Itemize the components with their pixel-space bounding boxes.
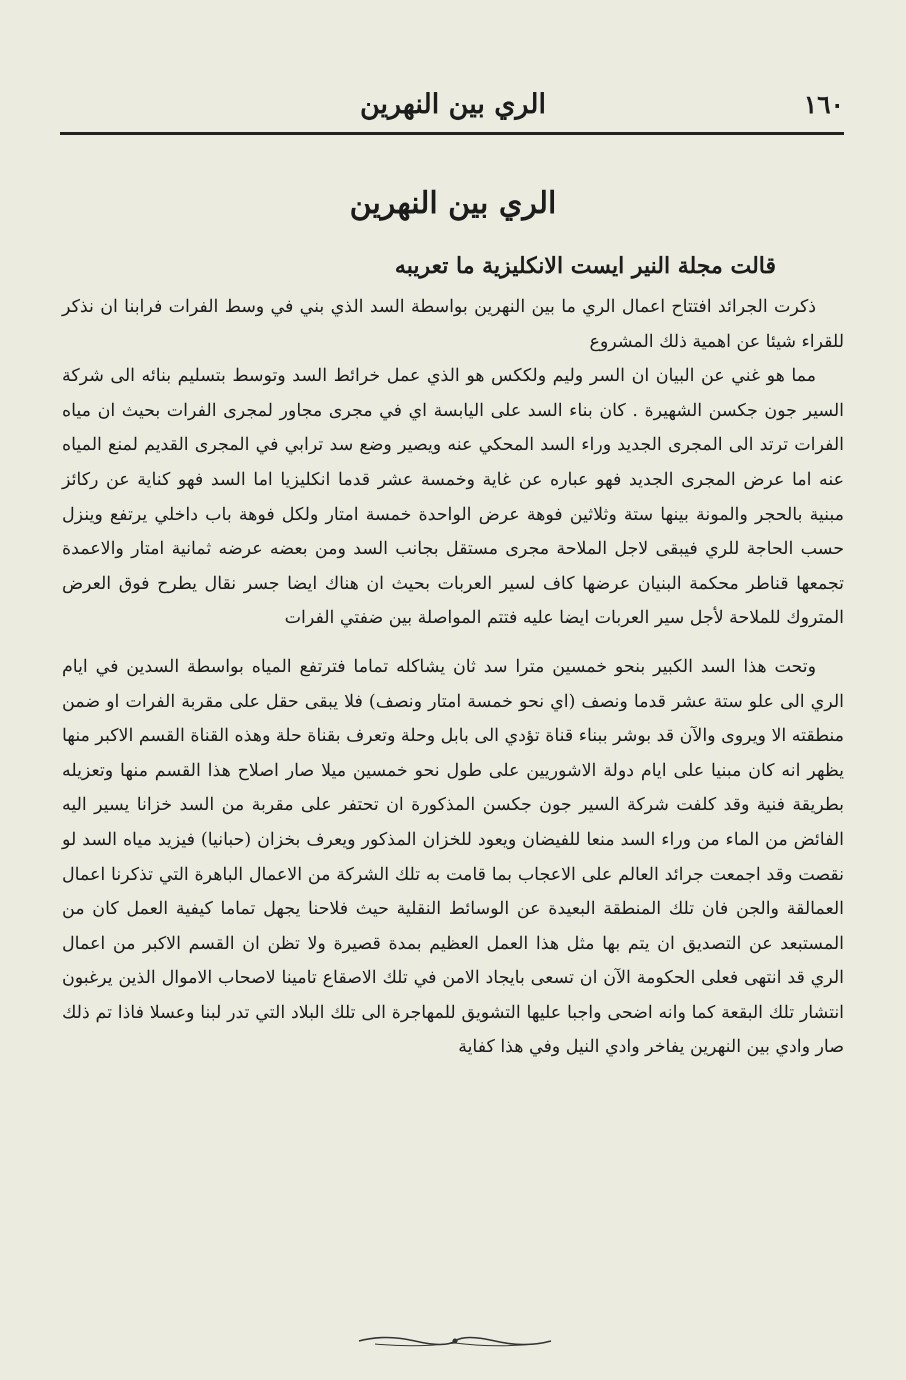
ornament-divider [355,1330,555,1352]
article-title: الري بين النهرين [349,186,557,221]
article-subtitle: قالت مجلة النير ايست الانكليزية ما تعريبه [394,253,776,279]
running-head [62,84,844,124]
paragraph: وتحت هذا السد الكبير بنحو خمسين مترا سد ثان يشاكله تماما فترتفع المياه بواسطة السدين في ايام الري الى علو ستة عشر قدما ونصف (اي نحو خمسة امتار ونصف) فلا يبقى حقل على مقربة الفرات او ضمن منطقته الا ويروى والآن قد بوشر ببناء قناة تؤدي الى بابل وحلة وتعرف بقناة حلة وهذه القناة القسم الاكبر منها يظهر انه كان مبنيا على ايام دولة الاشوريين على طول نحو خمسين ميلا صار اصلاح هذا القسم منها وتعزيله بطريقة فنية وقد كلفت شركة السير جون جكسن المذكورة ان تحتفر على مقربة من السد خزانا يسير اليه الفائض من الماء من وراء السد منعا للفيضان ويعود للخزان المذكور ويعرف بخزان (حبانيا) فيزيد مياه السد لو نقصت وقد اجمعت جرائد العالم على الاعجاب بما قامت به تلك الشركة من الاعمال الباهرة التي تذكرنا اعمال العمالقة والجن فان تلك المنطقة البعيدة عن الوسائط النقلية حيث فلاحنا يجهل تماما كيفية العمل كان من المستبعد عن التصديق ان يتم بها مثل هذا العمل العظيم بمدة قصيرة ولا تظن ان القسم الاكبر من اعمال الري قد انتهى فعلى الحكومة الآن ان تسعى بايجاد الامن في تلك الاصقاع تامينا لاصحاب الاموال الذين يرغبون انتشار تلك البقعة كما وانه اضحى واجبا عليها التشويق للمهاجرة الى تلك البلاد التي تدر لبنا وعسلا فاذا تم ذلك صار وادي بين النهرين يفاخر وادي النيل وفي هذا كفاية [62,656,844,1058]
article-body [62,290,844,1065]
paragraph: ذكرت الجرائد افتتاح اعمال الري ما بين النهرين بواسطة السد الذي بني في وسط الفرات فرابنا ان نذكر للقراء شيئا عن اهمية ذلك المشروع [62,297,844,352]
running-title: الري بين النهرين [359,88,547,120]
page-number: ١٦٠ [803,89,844,119]
paragraph: مما هو غني عن البيان ان السر وليم ولككس هو الذي عمل خرائط السد وتوسط بتسليم بنائه الى شركة السير جون جكسن الشهيرة . كان بناء السد على اليابسة اي في مجرى مجاور لمجرى الفرات بحيث ان مياه الفرات ترتد الى المجرى الجديد وراء السد المحكي عنه ويصير وضع سد ترابي في المجرى القديم لمنع المياه عنه اما عرض المجرى الجديد فهو عباره عن غاية وخمسة عشر قدما انكليزيا اما السد فهو كناية عن ركائز مبنية بالحجر والمونة بينها ستة وثلاثين فوهة عرض الواحدة خمسة امتار ولكل فوهة باب داخلي يرتفع وينزل حسب الحاجة للري فيبقى لاجل الملاحة مجرى مستقل بجانب السد ومن بعضه عرضه ثمانية امتار والاعمدة تجمعها قناطر محكمة البنيان عرضها كاف لسير العربات بحيث ان هناك ايضا جسر نقال يطرح فوق العرض المتروك للملاحة لأجل سير العربات ايضا عليه فتتم المواصلة بين ضفتي الفرات [62,366,844,629]
header-rule [60,132,844,135]
